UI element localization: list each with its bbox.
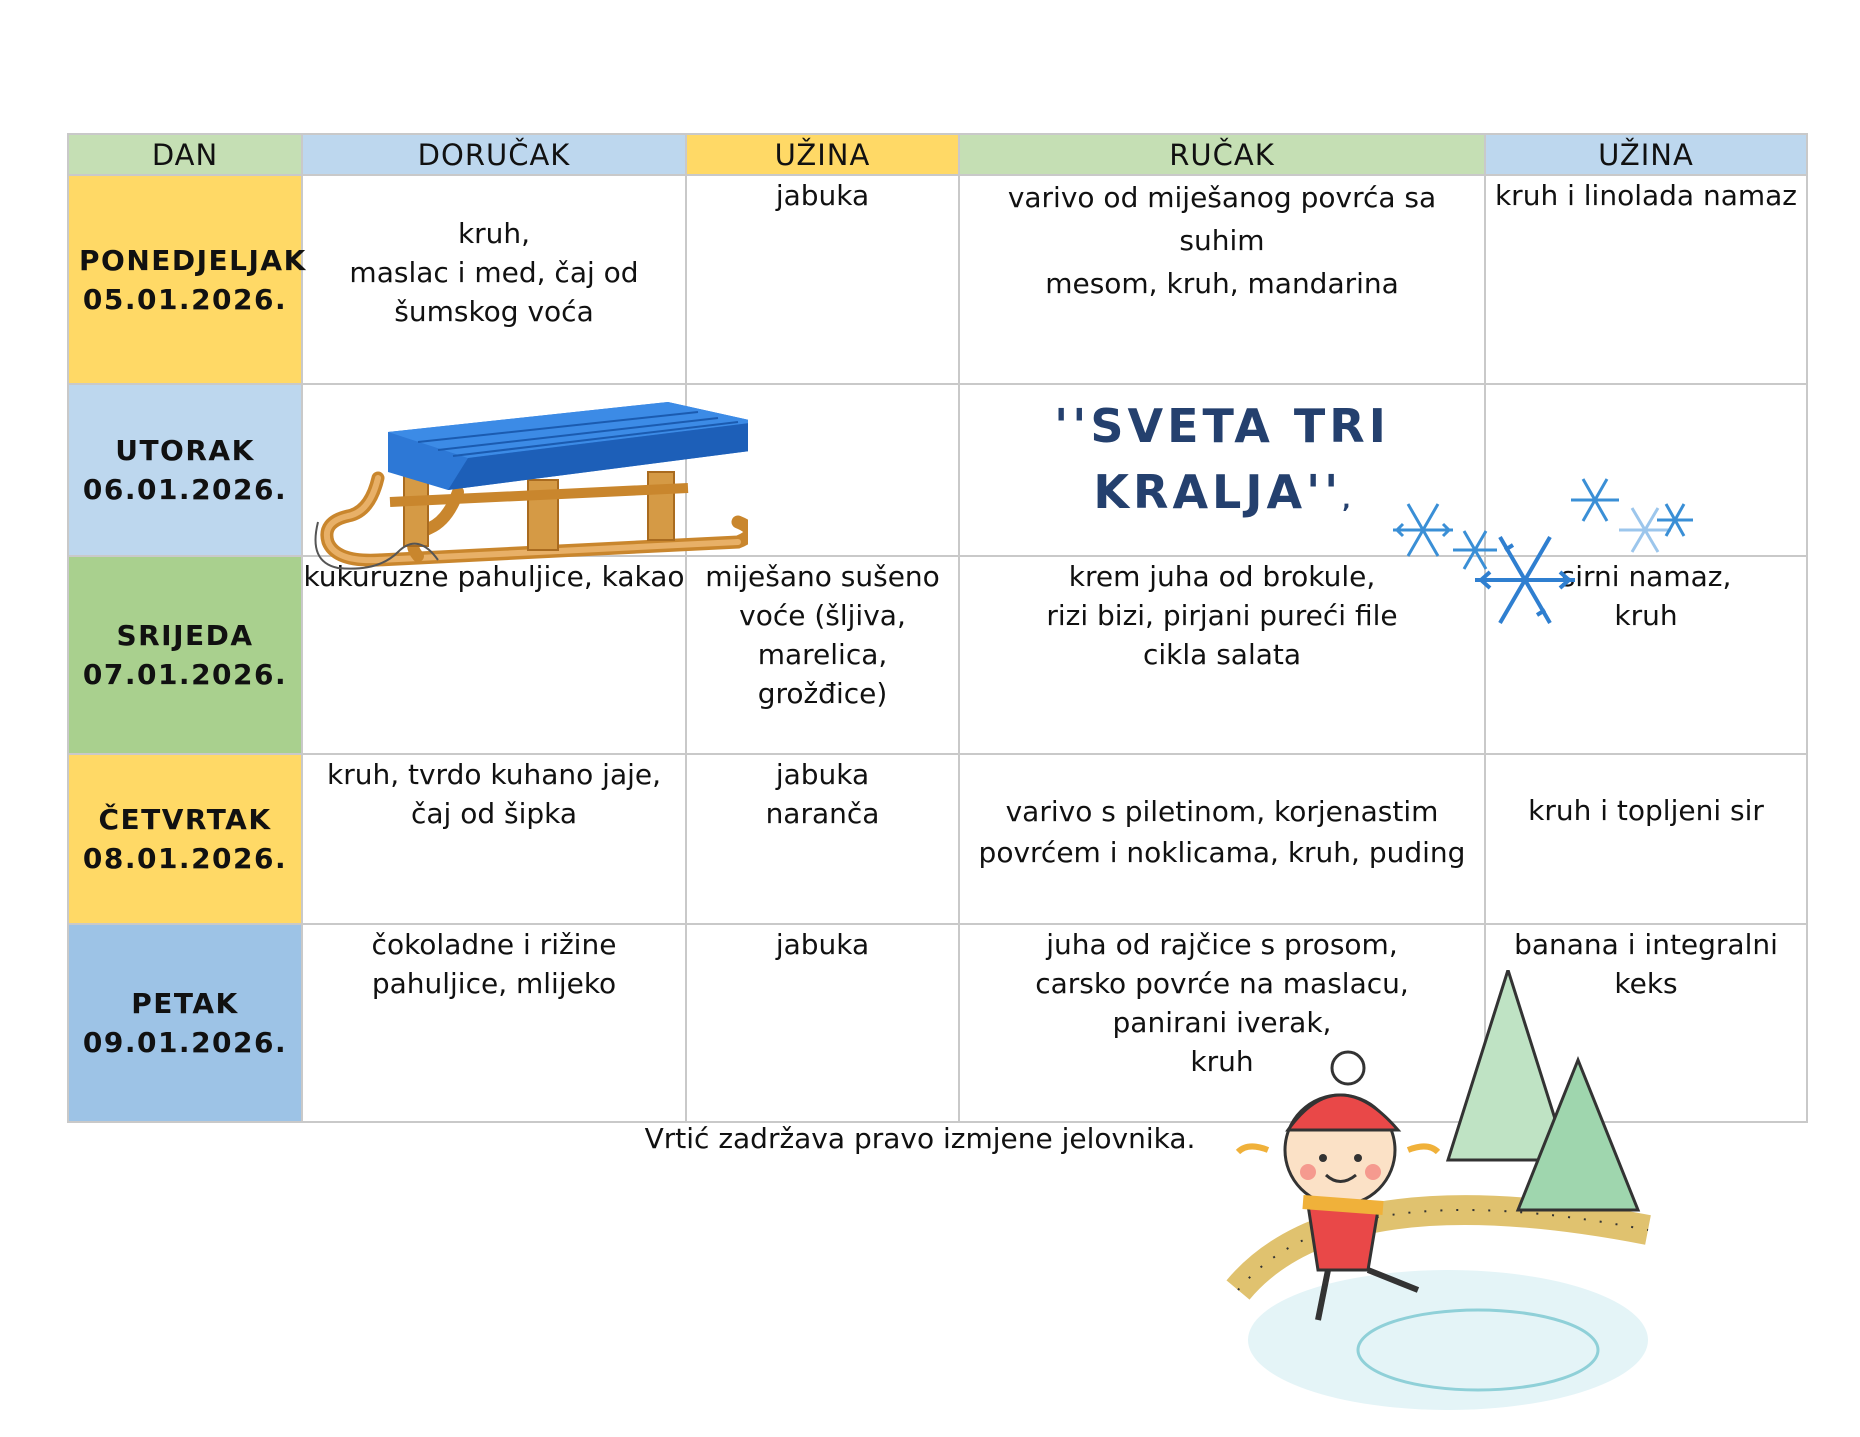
lunch-cell: varivo od miješanog povrća sa suhim mesom, kruh, mandarina xyxy=(959,175,1485,384)
sled-illustration xyxy=(308,392,748,578)
lunch-cell: varivo s piletinom, korjenastim povrćem i noklicama, kruh, puding xyxy=(959,754,1485,924)
day-name: UTORAK xyxy=(115,434,255,467)
snowflakes-illustration xyxy=(1375,460,1715,660)
header-lunch: RUČAK xyxy=(959,134,1485,175)
snack-1-cell: jabuka naranča xyxy=(686,754,959,924)
snack-1-cell: miješano sušeno voće (šljiva, marelica, grožđice) xyxy=(686,556,959,754)
lunch-cell: krem juha od brokule, rizi bizi, pirjani pureći file cikla salata xyxy=(959,556,1485,754)
holiday-suffix: , xyxy=(1342,489,1351,514)
day-name: ČETVRTAK xyxy=(98,803,272,836)
breakfast-cell: kruh, maslac i med, čaj od šumskog voća xyxy=(302,175,686,384)
header-snack-2: UŽINA xyxy=(1485,134,1807,175)
day-date: 06.01.2026. xyxy=(82,473,288,506)
day-date: 08.01.2026. xyxy=(82,842,288,875)
snack-2-cell: kruh i topljeni sir xyxy=(1485,754,1807,924)
day-name: PONEDJELJAK xyxy=(79,243,307,277)
snack-1-cell: jabuka xyxy=(686,175,959,384)
day-date: 09.01.2026. xyxy=(82,1026,288,1059)
header-breakfast: DORUČAK xyxy=(302,134,686,175)
holiday-name: ''SVETA TRI KRALJA'' xyxy=(1054,399,1390,519)
header-row xyxy=(68,134,1807,175)
table-row xyxy=(68,175,1807,384)
day-name: PETAK xyxy=(131,987,239,1020)
snack-2-cell: sirni namaz, kruh xyxy=(1485,556,1807,754)
skating-child-illustration xyxy=(1218,970,1698,1410)
day-name: SRIJEDA xyxy=(116,619,254,652)
snack-1-cell: jabuka xyxy=(686,924,959,1122)
header-snack-1: UŽINA xyxy=(686,134,959,175)
table-row xyxy=(68,754,1807,924)
header-day: DAN xyxy=(68,134,302,175)
day-cell-friday xyxy=(68,924,302,1122)
breakfast-cell: kukuruzne pahuljice, kakao xyxy=(302,556,686,754)
day-cell-wednesday xyxy=(68,556,302,754)
day-date: 07.01.2026. xyxy=(82,658,288,691)
snack-2-cell: kruh i linolada namaz xyxy=(1485,175,1807,384)
breakfast-cell: čokoladne i rižine pahuljice, mlijeko xyxy=(302,924,686,1122)
day-cell-thursday xyxy=(68,754,302,924)
day-date: 05.01.2026. xyxy=(82,282,288,316)
disclaimer-text: Vrtić zadržava pravo izmjene jelovnika. xyxy=(644,1122,1196,1155)
day-cell-tuesday xyxy=(68,384,302,556)
lunch-cell: juha od rajčice s prosom, carsko povrće na maslacu, panirani iverak, kruh xyxy=(959,924,1485,1122)
snack-2-cell: banana i integralni keks xyxy=(1485,924,1807,1122)
breakfast-cell: kruh, tvrdo kuhano jaje, čaj od šipka xyxy=(302,754,686,924)
day-cell-monday xyxy=(68,175,307,384)
